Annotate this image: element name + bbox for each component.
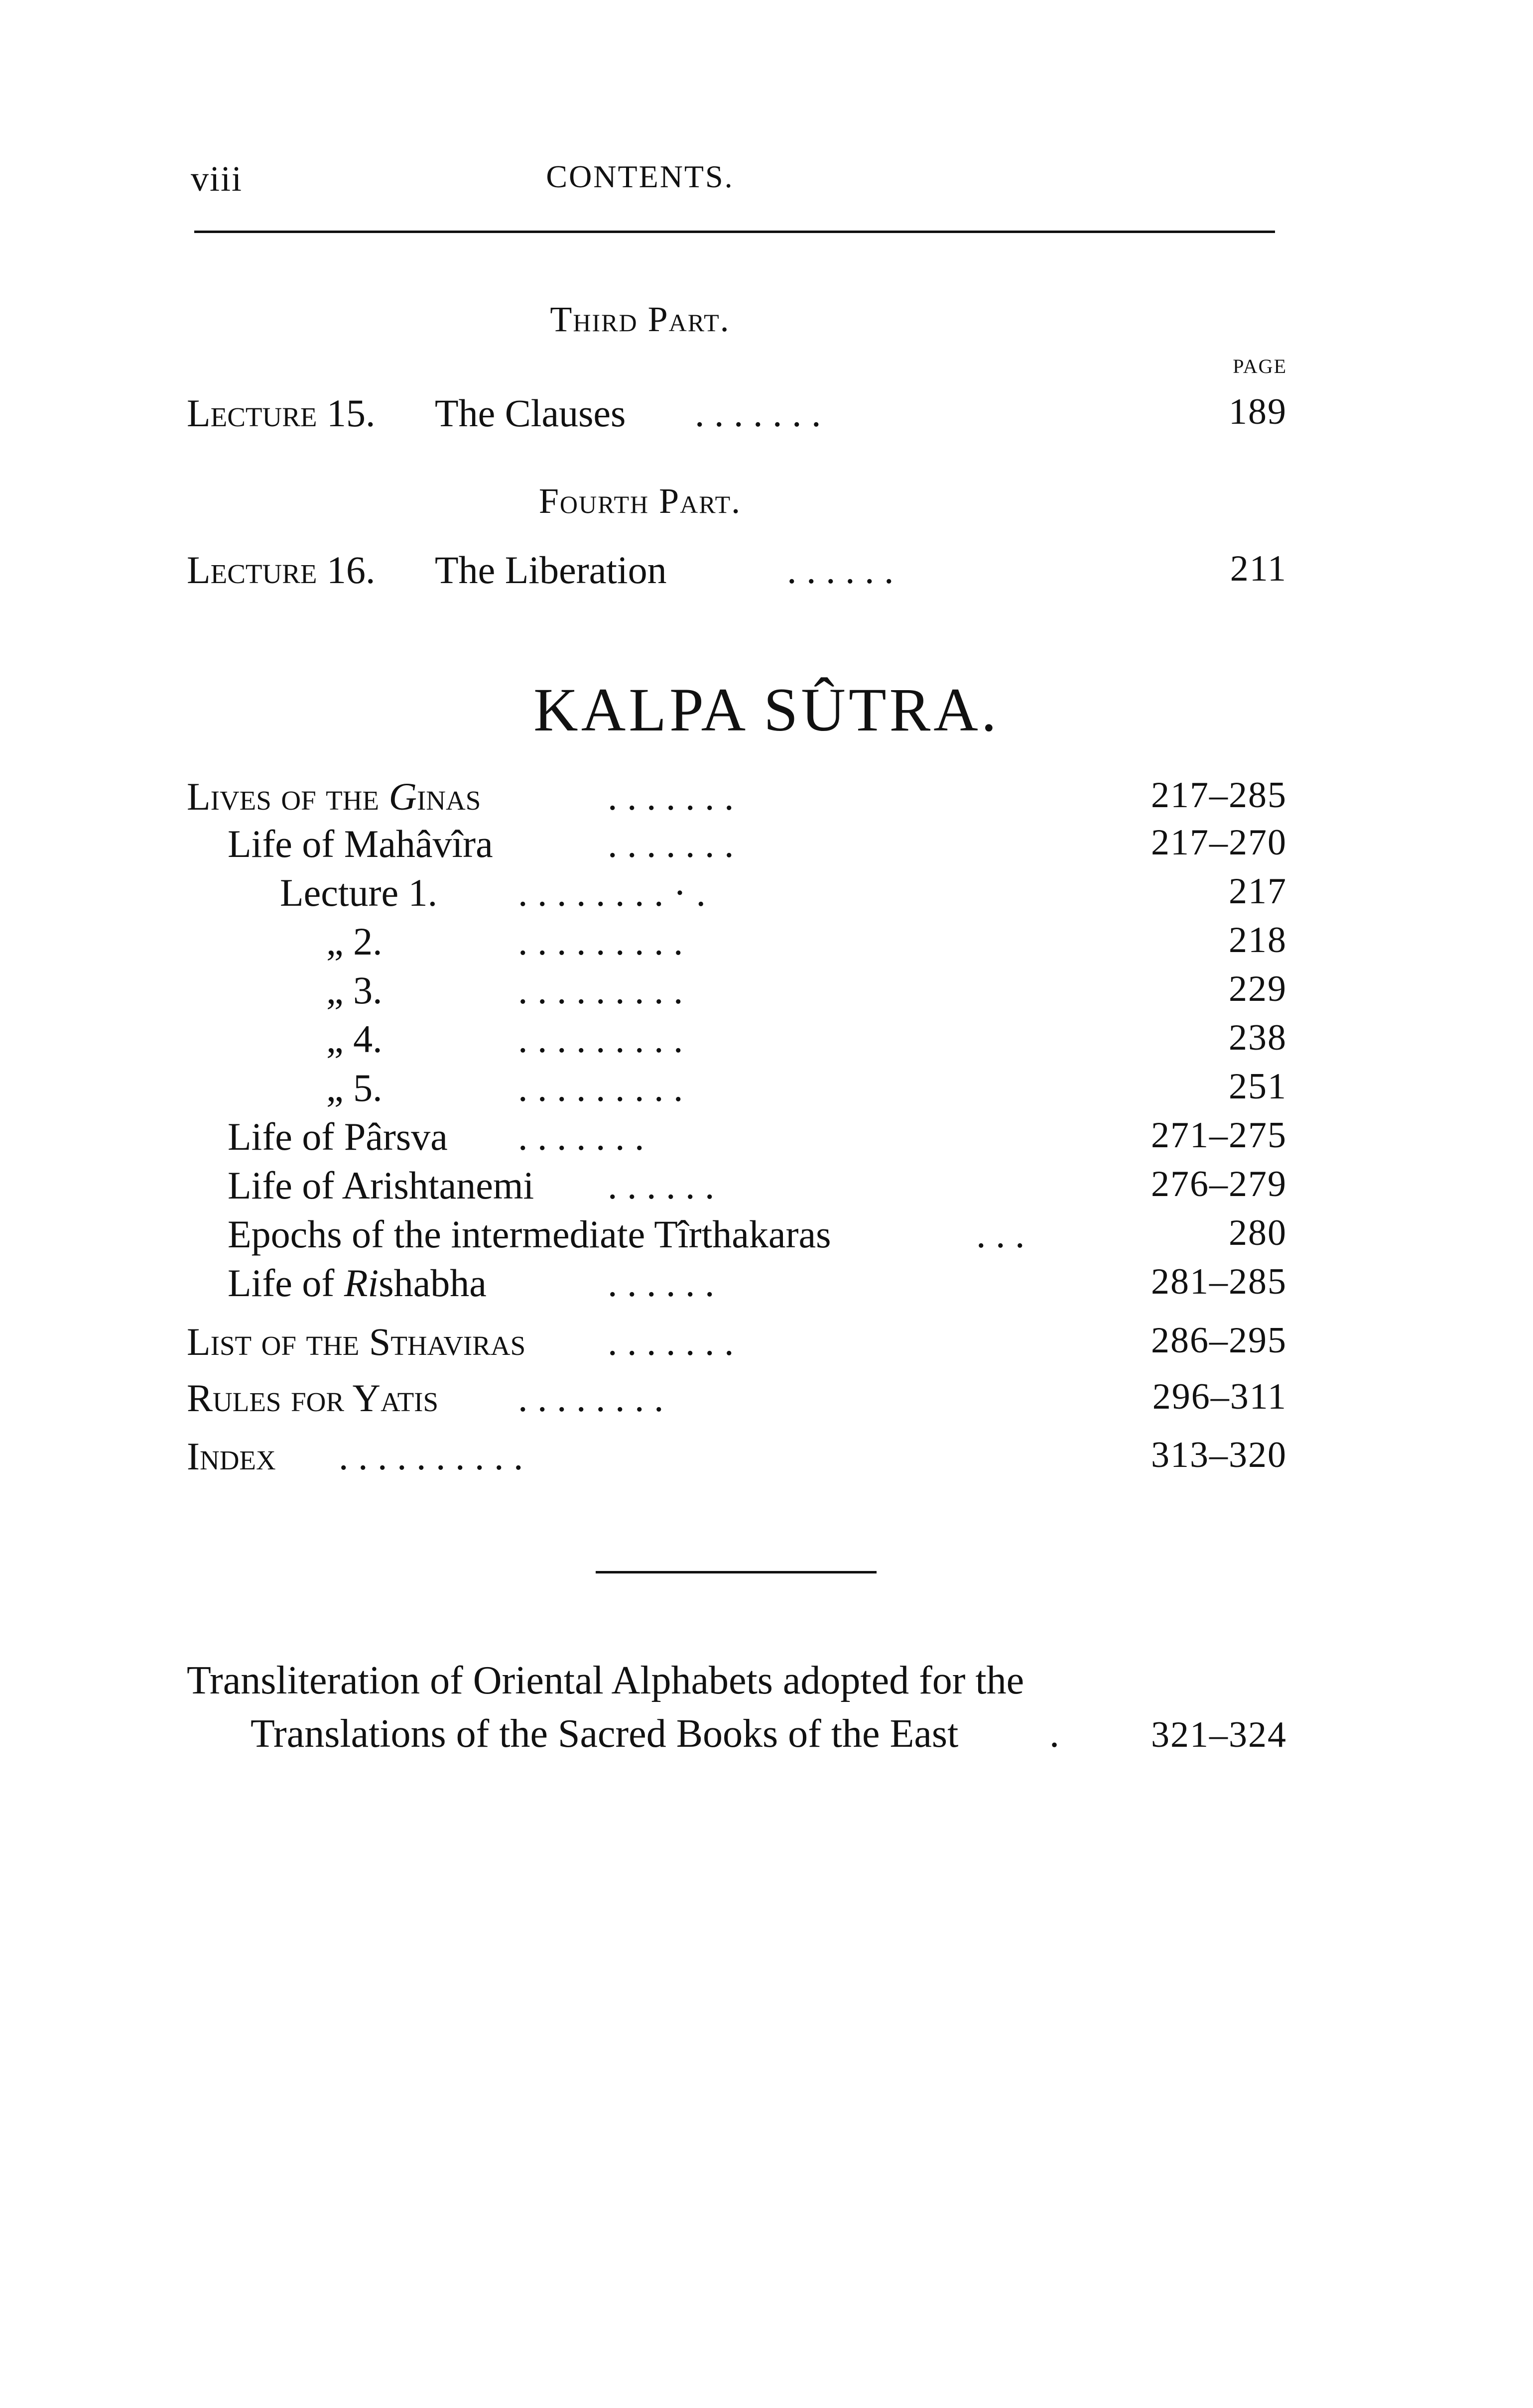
toc-entry[interactable] <box>0 548 1533 593</box>
toc-entry[interactable] <box>0 1261 1533 1306</box>
leader-dots: . . . . . . <box>608 1164 715 1207</box>
section-title-kalpa-sutra: KALPA SÛTRA. <box>533 676 1000 744</box>
leader-dots: . . . . . . . <box>695 391 821 435</box>
part-heading-third: Third Part. <box>550 299 730 339</box>
leader-dots: . . . . . . . . · . <box>518 871 706 914</box>
entry-page: 321–324 <box>1151 1714 1287 1755</box>
entry-page: 238 <box>1229 1017 1287 1058</box>
toc-entry[interactable] <box>0 822 1533 866</box>
entry-label: Life of Mahâvîra <box>228 822 493 865</box>
part-heading-fourth: Fourth Part. <box>538 481 742 521</box>
entry-page: 229 <box>1229 968 1287 1009</box>
entry-label: „ 3. <box>326 968 383 1012</box>
page-column-label: PAGE <box>1233 355 1287 377</box>
leader-dots: . . . . . . . <box>608 822 734 865</box>
entry-page: 189 <box>1229 391 1287 432</box>
toc-entry[interactable] <box>0 1114 1533 1159</box>
entry-page: 211 <box>1230 548 1287 589</box>
page-number: viii <box>191 159 243 199</box>
leader-dots: . . . . . . . <box>518 1115 644 1158</box>
toc-entry[interactable] <box>0 1212 1533 1257</box>
leader-dots: . . . . . . <box>608 1261 715 1305</box>
leader-dots: . . . . . . . . . . <box>339 1435 523 1478</box>
header-rule <box>194 231 1275 233</box>
entry-label: List of the Sthaviras <box>187 1320 526 1363</box>
leader-dots: . . . . . . . <box>608 1320 734 1363</box>
entry-page: 251 <box>1229 1066 1287 1107</box>
entry-label: Lecture 15. <box>187 391 376 435</box>
transliteration-line-1[interactable]: Transliteration of Oriental Alphabets adopted for the <box>187 1659 1024 1702</box>
toc-entry[interactable] <box>0 870 1533 915</box>
entry-label: Life of Arishtanemi <box>228 1164 534 1207</box>
leader-dots: . . . . . . . . . <box>518 1066 683 1109</box>
toc-entry[interactable] <box>0 968 1533 1013</box>
entry-page: 296–311 <box>1152 1376 1287 1417</box>
entry-label: Index <box>187 1435 276 1478</box>
toc-entry[interactable] <box>0 919 1533 964</box>
toc-entry[interactable] <box>0 1017 1533 1062</box>
entry-label: Epochs of the intermediate Tîrthakaras <box>228 1212 831 1256</box>
transliteration-line-2[interactable]: Translations of the Sacred Books of the East <box>251 1712 959 1756</box>
toc-entry[interactable] <box>0 1434 1533 1479</box>
entry-page: 281–285 <box>1151 1261 1287 1302</box>
toc-entry[interactable] <box>0 391 1533 436</box>
entry-page: 271–275 <box>1151 1115 1287 1156</box>
entry-label: Lives of the Ginas <box>187 775 481 818</box>
toc-entry[interactable] <box>0 1163 1533 1208</box>
leader-dots: . . . . . . <box>787 548 894 592</box>
entry-label: Lecture 1. <box>280 871 438 914</box>
entry-page: 217–270 <box>1151 822 1287 863</box>
entry-label: Rules for Yatis <box>187 1376 439 1420</box>
leader-dots: . . . . . . . . . <box>518 968 683 1012</box>
entry-label: Life of Pârsva <box>228 1115 448 1158</box>
entry-page: 217–285 <box>1151 775 1287 816</box>
toc-entry[interactable] <box>0 1066 1533 1110</box>
entry-page: 313–320 <box>1151 1435 1287 1475</box>
entry-label: Life of Rishabha <box>228 1261 487 1305</box>
toc-entry[interactable] <box>0 1376 1533 1421</box>
leader-dots: . . . <box>976 1212 1025 1256</box>
toc-entry[interactable] <box>0 774 1533 819</box>
leader-dots: . . . . . . . . . <box>518 1017 683 1061</box>
leader-dots: . . . . . . . . . <box>518 920 683 963</box>
section-divider <box>596 1571 877 1573</box>
entry-page: 217 <box>1229 871 1287 912</box>
entry-page: 280 <box>1229 1212 1287 1253</box>
entry-page: 218 <box>1229 920 1287 961</box>
entry-label: Lecture 16. <box>187 548 376 592</box>
entry-label: „ 4. <box>326 1017 383 1061</box>
entry-label: „ 2. <box>326 920 383 963</box>
entry-label: „ 5. <box>326 1066 383 1109</box>
entry-page: 276–279 <box>1151 1164 1287 1204</box>
entry-page: 286–295 <box>1151 1320 1287 1361</box>
toc-entry[interactable] <box>0 1320 1533 1364</box>
leader-dots: . <box>1049 1712 1059 1756</box>
leader-dots: . . . . . . . <box>608 775 734 818</box>
running-title: CONTENTS. <box>546 159 734 194</box>
entry-title: The Liberation <box>435 548 667 592</box>
entry-title: The Clauses <box>435 391 626 435</box>
leader-dots: . . . . . . . . <box>518 1376 664 1420</box>
